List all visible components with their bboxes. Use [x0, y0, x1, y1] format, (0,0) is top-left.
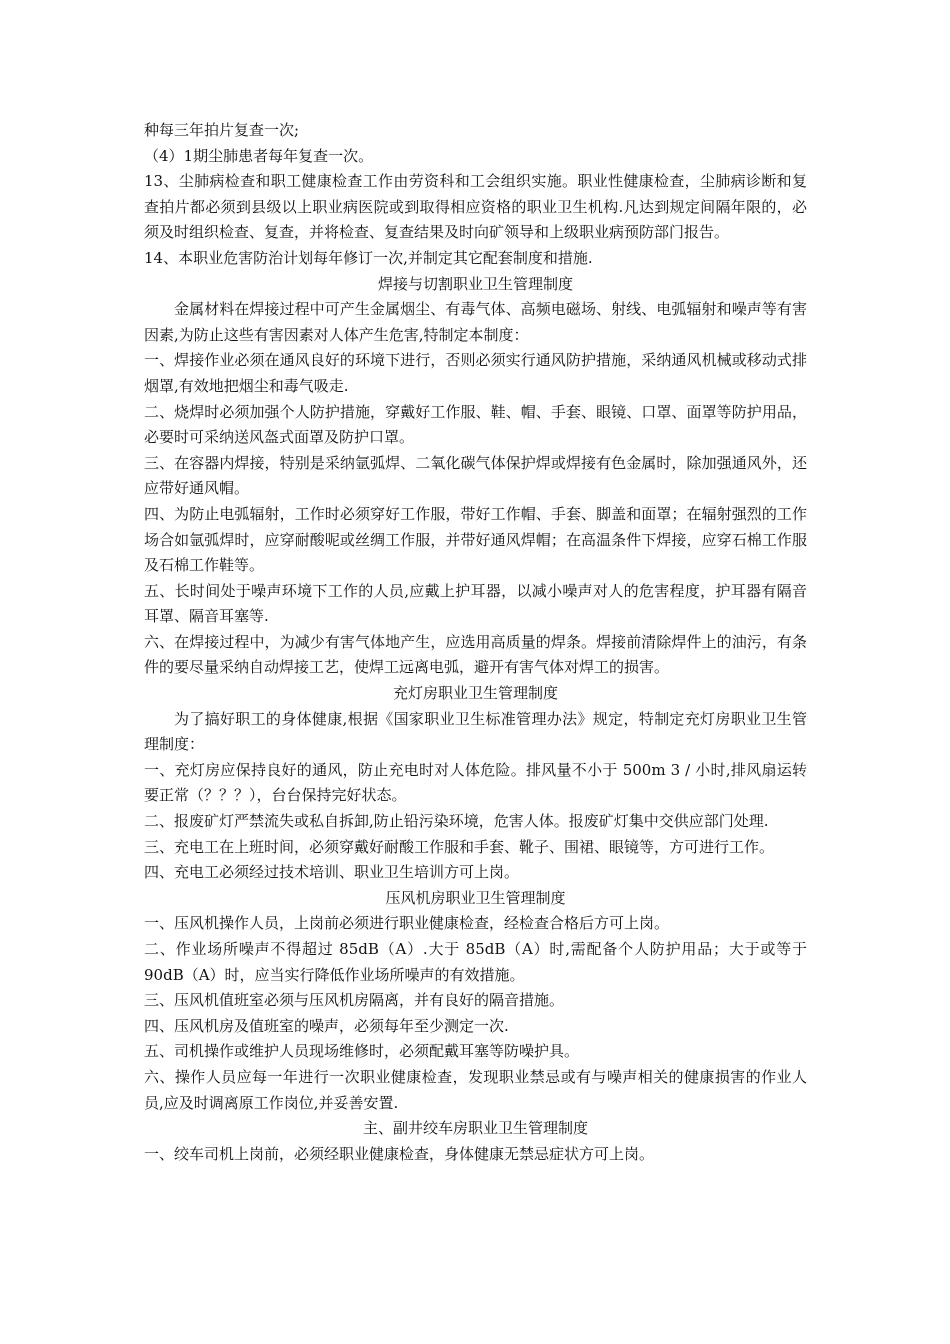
paragraph: 一、压风机操作人员，上岗前必须进行职业健康检查，经检查合格后方可上岗。	[144, 914, 670, 933]
paragraph: 一、充灯房应保持良好的通风，防止充电时对人体危险。排风量不小于 500m 3 / 小时,排风扇运转要正常（？？？），台台保持完好状态。	[144, 760, 807, 805]
paragraph: 六、操作人员应每一年进行一次职业健康检查，发现职业禁忌或有与噪声相关的健康损害的作业人员,应及时调离原工作岗位,并妥善安置.	[144, 1067, 807, 1112]
paragraph: 一、焊接作业必须在通风良好的环境下进行，否则必须实行通风防护措施，采纳通风机械或移动式排烟罩,有效地把烟尘和毒气吸走.	[144, 351, 807, 395]
paragraph: 三、充电工在上班时间，必须穿戴好耐酸工作服和手套、靴子、围裙、眼镜等，方可进行工作。	[144, 837, 775, 856]
paragraph: 四、压风机房及值班室的噪声，必须每年至少测定一次.	[144, 1016, 509, 1035]
paragraph: 五、长时间处于噪声环境下工作的人员,应戴上护耳器，以减小噪声对人的危害程度，护耳器有隔音耳罩、隔音耳塞等.	[144, 581, 807, 626]
paragraph: 种每三年拍片复查一次;	[144, 121, 300, 139]
intro-paragraph: 金属材料在焊接过程中可产生金属烟尘、有毒气体、高频电磁场、射线、电弧辐射和噪声等有害因素,为防止这些有害因素对人体产生危害,特制定本制度：	[144, 300, 807, 344]
section-heading: 焊接与切割职业卫生管理制度	[377, 274, 573, 293]
section-heading: 主、副井绞车房职业卫生管理制度	[362, 1119, 588, 1138]
paragraph: 三、在容器内焊接，特别是采纳氩弧焊、二氧化碳气体保护焊或焊接有色金属时，除加强通风外，还应带好通风帽。	[144, 453, 807, 498]
paragraph: 六、在焊接过程中，为减少有害气体地产生，应选用高质量的焊条。焊接前清除焊件上的油污，有条件的要尽量采纳自动焊接工艺，使焊工远离电弧，避开有害气体对焊工的损害。	[144, 632, 807, 677]
section-heading: 充灯房职业卫生管理制度	[392, 684, 558, 703]
paragraph: 13、尘肺病检查和职工健康检查工作由劳资科和工会组织实施。职业性健康检查，尘肺病诊断和复查拍片都必须到县级以上职业病医院或到取得相应资格的职业卫生机构.凡达到规定间隔年限的，必须及时组织检查、复查，并将检查、复查结果及时向矿领导和上级职业病预防部门报告。	[144, 172, 807, 242]
paragraph: 二、烧焊时必须加强个人防护措施，穿戴好工作服、鞋、帽、手套、眼镜、口罩、面罩等防护用品，必要时可采纳送风盔式面罩及防护口罩。	[144, 402, 807, 447]
paragraph: 14、本职业危害防治计划每年修订一次,并制定其它配套制度和措施.	[144, 248, 593, 267]
paragraph: 四、充电工必须经过技术培训、职业卫生培训方可上岗。	[144, 863, 520, 882]
section-heading: 压风机房职业卫生管理制度	[385, 888, 566, 907]
paragraph: （4）1期尘肺患者每年复查一次。	[144, 146, 374, 165]
paragraph: 二、作业场所噪声不得超过 85dB（A）.大于 85dB（A）时,需配备个人防护用品；大于或等于 90dB（A）时，应当实行降低作业场所噪声的有效措施。	[144, 940, 807, 984]
paragraph: 一、绞车司机上岗前，必须经职业健康检查，身体健康无禁忌症状方可上岗。	[144, 1144, 655, 1163]
paragraph: 五、司机操作或维护人员现场维修时，必须配戴耳塞等防噪护具。	[144, 1042, 580, 1061]
document-page	[144, 118, 807, 1167]
paragraph: 二、报废矿灯严禁流失或私自拆卸,防止铅污染环境，危害人体。报废矿灯集中交供应部门处理.	[144, 812, 769, 831]
intro-paragraph: 为了搞好职工的身体健康,根据《国家职业卫生标准管理办法》规定，特制定充灯房职业卫生管理制度：	[144, 709, 807, 754]
paragraph: 四、为防止电弧辐射，工作时必须穿好工作服，带好工作帽、手套、脚盖和面罩；在辐射强烈的工作场合如氩弧焊时，应穿耐酸呢或丝绸工作服，并带好通风焊帽；在高温条件下焊接，应穿石棉工作服及石棉工作鞋等。	[144, 504, 807, 575]
paragraph: 三、压风机值班室必须与压风机房隔离，并有良好的隔音措施。	[144, 991, 565, 1010]
